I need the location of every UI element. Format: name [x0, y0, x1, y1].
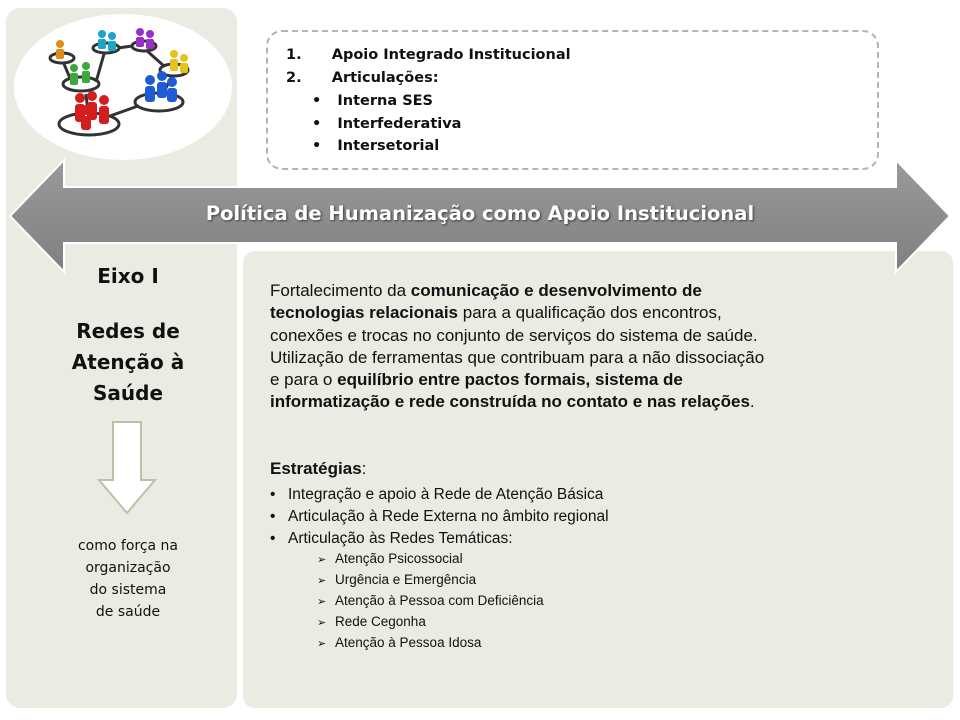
- axis-title: Eixo I: [97, 264, 159, 288]
- networks-title: [48, 316, 208, 409]
- list-item-text: Rede Cegonha: [335, 614, 426, 629]
- paragraph-line: [270, 325, 910, 347]
- text-run: .: [749, 392, 755, 412]
- main-description: [270, 280, 910, 414]
- list-item: [317, 591, 544, 612]
- text-run: para a qualificação dos encontros,: [458, 303, 722, 323]
- title-line: Saúde: [92, 381, 164, 405]
- title-line: Redes de: [76, 319, 180, 343]
- paragraph-line: [270, 347, 910, 369]
- text-run-bold: comunicação e desenvolvimento de: [410, 281, 702, 300]
- text-run-bold: informatização e rede construída no contato e nas relações: [270, 392, 750, 412]
- list-item-text: Articulação à Rede Externa no âmbito regional: [288, 508, 609, 525]
- paragraph-line: [270, 369, 910, 391]
- text-run: Utilização de ferramentas que contribuam para a não dissociação: [270, 347, 765, 367]
- sub-list-item-text: Intersetorial: [337, 138, 440, 154]
- strategies-colon: :: [361, 459, 367, 478]
- list-item-text: Urgência e Emergência: [335, 572, 477, 587]
- thematic-networks-list: [317, 549, 544, 654]
- text-run: e para o: [270, 370, 338, 390]
- caption-line: do sistema: [89, 582, 167, 598]
- list-marker: 1.: [286, 47, 302, 63]
- arrow-label: Política de Humanização como Apoio Institucional: [205, 202, 755, 225]
- caption-line: como força na: [77, 538, 179, 554]
- list-marker: 2.: [286, 70, 302, 86]
- arrowhead-bullet-icon: ➢: [317, 638, 327, 650]
- list-item: [317, 570, 544, 591]
- caption: [48, 535, 208, 623]
- arrowhead-bullet-icon: ➢: [317, 596, 327, 608]
- sub-list-item-text: Interna SES: [337, 93, 433, 109]
- bullet-icon: •: [270, 486, 276, 503]
- title-line: Atenção à: [71, 350, 185, 374]
- list-item-text: Atenção à Pessoa com Deficiência: [335, 593, 544, 608]
- paragraph-line: [270, 391, 910, 413]
- caption-line: de saúde: [95, 604, 161, 620]
- list-item-text: Atenção à Pessoa Idosa: [335, 635, 482, 650]
- list-item: [270, 506, 609, 528]
- paragraph-line: [270, 280, 910, 302]
- down-arrow-icon: [96, 420, 158, 516]
- list-item: [317, 633, 544, 654]
- text-run-bold: equilíbrio entre pactos formais, sistema de: [337, 370, 683, 390]
- strategies-title-text: Estratégias: [270, 459, 362, 478]
- list-item: [270, 484, 609, 506]
- list-item-text: Integração e apoio à Rede de Atenção Básica: [288, 486, 604, 503]
- bullet-icon: •: [270, 530, 276, 547]
- list-item: [317, 612, 544, 633]
- arrowhead-bullet-icon: ➢: [317, 575, 327, 587]
- bullet-icon: •: [312, 93, 322, 109]
- list-item-text: Articulação às Redes Temáticas:: [288, 530, 513, 547]
- list-item-text: Apoio Integrado Institucional: [331, 47, 571, 63]
- arrowhead-bullet-icon: ➢: [317, 554, 327, 566]
- bullet-icon: •: [312, 138, 322, 154]
- strategies-title: [270, 459, 366, 479]
- list-item: [317, 549, 544, 570]
- bullet-icon: •: [270, 508, 276, 525]
- sub-list-item-text: Interfederativa: [337, 116, 462, 132]
- strategies-list: [270, 484, 609, 550]
- text-run: conexões e trocas no conjunto de serviços do sistema de saúde.: [270, 325, 758, 345]
- bullet-icon: •: [312, 116, 322, 132]
- caption-line: organização: [85, 560, 171, 576]
- list-item-text: Articulações:: [331, 70, 439, 86]
- list-item: [270, 528, 609, 550]
- text-run: Fortalecimento da: [270, 281, 411, 300]
- paragraph-line: [270, 302, 910, 324]
- list-item-text: Atenção Psicossocial: [335, 551, 463, 566]
- text-run-bold: tecnologias relacionais: [270, 303, 459, 323]
- arrowhead-bullet-icon: ➢: [317, 617, 327, 629]
